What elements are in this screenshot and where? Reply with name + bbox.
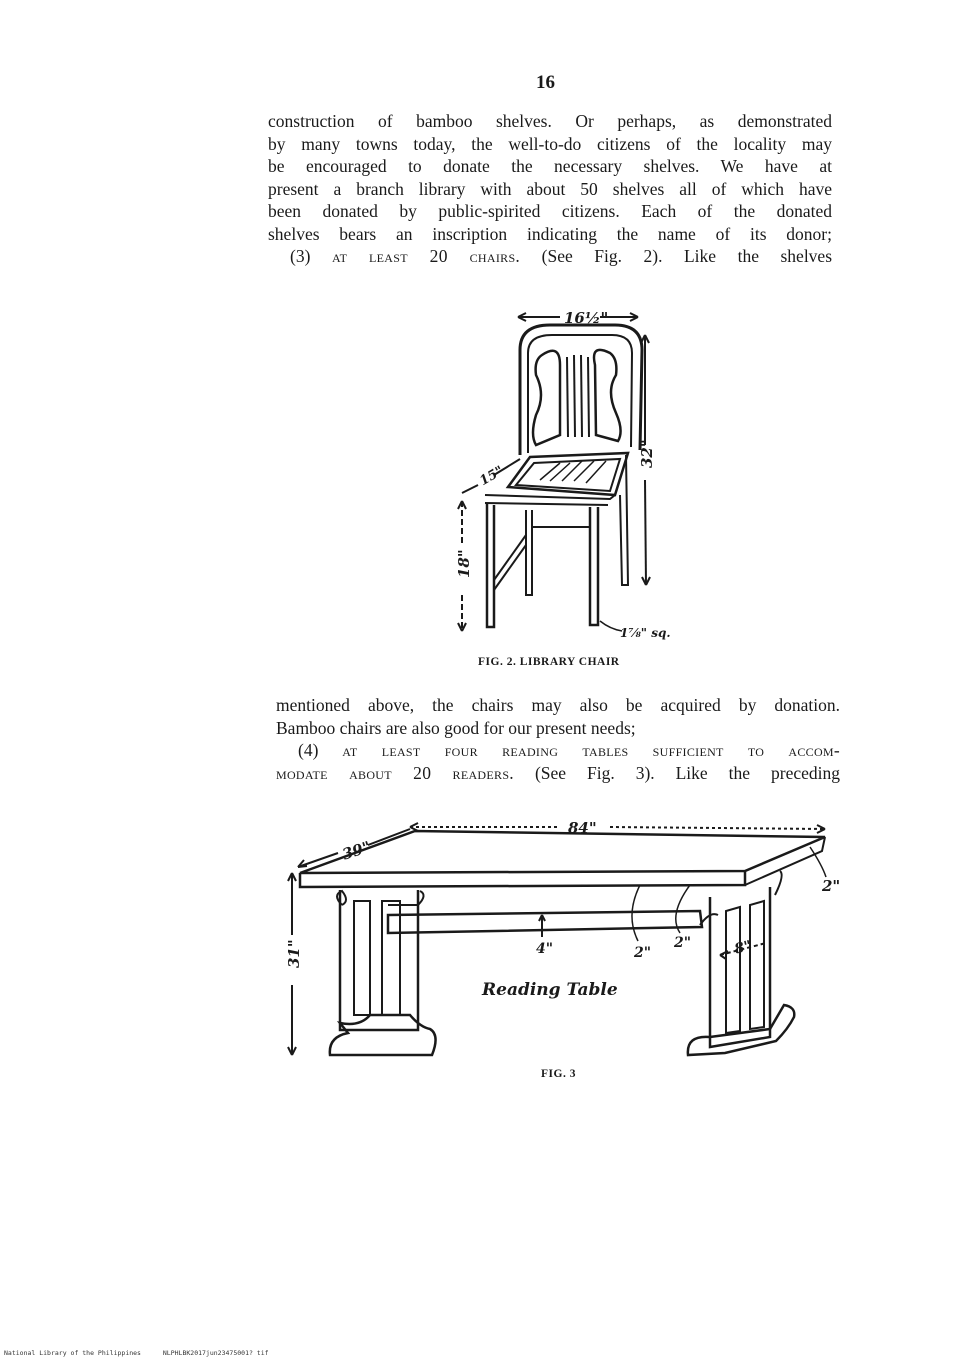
- item-4-rest: (See Fig. 3). Like the preceding: [534, 762, 840, 783]
- item-4-number: (4): [298, 740, 319, 760]
- item-4-line: [276, 739, 840, 762]
- page-number: 16: [536, 72, 555, 93]
- paragraph-shelves: [268, 110, 832, 268]
- table-rail-dimension: [536, 915, 553, 957]
- table-top-thickness-dimension: [810, 847, 840, 895]
- paragraph-chairs-tables: [276, 694, 840, 784]
- figure-2-caption: FIG. 2. LIBRARY CHAIR: [478, 656, 620, 668]
- text-line: mentioned above, the chairs may also be acquired by donation.: [276, 695, 840, 715]
- text-line: present a branch library with about 50 shelves all of which have: [268, 178, 832, 199]
- footer-library: National Library of the Philippines: [4, 1349, 141, 1357]
- table-depth-dimension: [298, 829, 410, 867]
- table-rail-label: 4": [536, 941, 554, 957]
- reading-table-figure: [270, 815, 860, 1060]
- text-line: be encouraged to donate the necessary shelves. We have at: [268, 156, 832, 176]
- table-depth-label: 39": [340, 837, 373, 864]
- text-line: been donated by public-spirited citizens. Each of the donated: [268, 201, 832, 221]
- text-line: shelves bears an inscription indicating the name of its donor;: [268, 223, 832, 244]
- footer-file-id: NLPHLBK2017jun23475001? tif: [162, 1349, 269, 1357]
- table-top: [300, 831, 825, 887]
- table-leg-width-label: 8": [732, 937, 754, 958]
- table-height-dimension: [285, 873, 303, 1055]
- chair-leg-dimension: [600, 621, 671, 640]
- table-length-label: 84": [568, 819, 597, 837]
- library-chair-figure: [450, 295, 690, 650]
- table-stretcher-dimensions: [632, 885, 691, 961]
- chair-leg-label: 1⅞" sq.: [620, 626, 671, 640]
- scan-footer: [4, 1349, 287, 1357]
- table-stretcher-b-label: 2": [674, 935, 692, 951]
- chair-seat-depth-label: 15": [477, 463, 507, 489]
- text-line: Bamboo chairs are also good for our present needs;: [276, 717, 636, 738]
- chair-legs: [487, 455, 628, 627]
- item-3-line: [268, 245, 832, 268]
- item-3-heading: at least 20 chairs.: [331, 246, 521, 266]
- chair-width-label: 16½": [564, 309, 609, 327]
- chair-height-label: 32": [638, 439, 656, 468]
- table-right-leg: [688, 871, 794, 1055]
- item-4-line-2: [276, 762, 840, 785]
- chair-seat: [485, 453, 628, 505]
- table-title-label: Reading Table: [482, 980, 618, 1000]
- text-line: construction of bamboo shelves. Or perhaps, as demonstrated: [268, 111, 832, 131]
- item-3-number: (3): [290, 246, 311, 266]
- table-height-label: 31": [285, 939, 303, 968]
- chair-seat-height-label: 18": [455, 549, 473, 578]
- chair-back: [520, 325, 642, 455]
- item-4-heading-1: at least four reading tables sufficient to accom-: [342, 740, 841, 760]
- figure-3-caption: FIG. 3: [541, 1068, 576, 1080]
- table-stretcher-a-label: 2": [634, 945, 652, 961]
- text-line: by many towns today, the well-to-do citizens of the locality may: [268, 133, 832, 154]
- item-3-rest: (See Fig. 2). Like the shelves: [541, 246, 833, 266]
- item-4-heading-2: modate about 20 readers.: [276, 762, 514, 783]
- table-top-thickness-label: 2": [822, 877, 841, 895]
- chair-seat-height-dimension: [455, 501, 473, 631]
